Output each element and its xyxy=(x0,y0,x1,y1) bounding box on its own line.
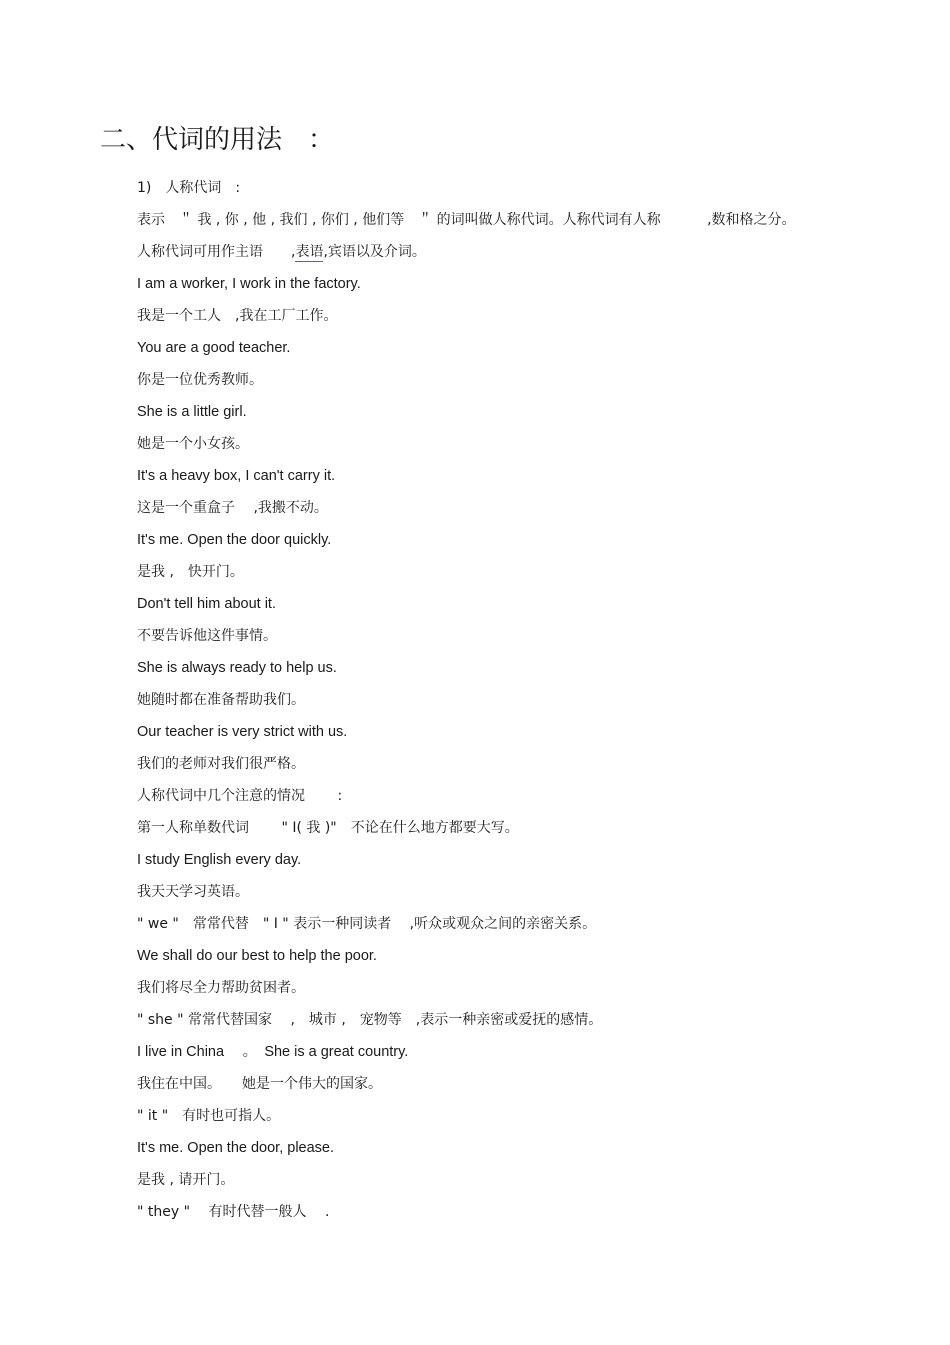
example-en: You are a good teacher. xyxy=(137,340,291,356)
note-example-zh: 我住在中国。 她是一个伟大的国家。 xyxy=(137,1076,382,1092)
note-example-en: It's me. Open the door, please. xyxy=(137,1140,335,1156)
example-en: She is always ready to help us. xyxy=(137,660,337,676)
note-rule: " they " 有时代替一般人 . xyxy=(137,1204,330,1220)
document-body xyxy=(137,172,927,1228)
example-zh: 我是一个工人 ,我在工厂工作。 xyxy=(137,308,338,324)
section-heading: 1) 人称代词 : xyxy=(137,180,241,196)
note-rule: 第一人称单数代词 " I( 我 )" 不论在什么地方都要大写。 xyxy=(137,820,519,836)
example-en: I am a worker, I work in the factory. xyxy=(137,276,361,292)
note-rule: " we " 常常代替 " I " 表示一种同读者 ,听众或观众之间的亲密关系。 xyxy=(137,916,597,932)
note-example-en: I study English every day. xyxy=(137,852,302,868)
note-example-zh: 我天天学习英语。 xyxy=(137,884,249,900)
example-en: It's me. Open the door quickly. xyxy=(137,532,332,548)
example-en: Our teacher is very strict with us. xyxy=(137,724,348,740)
note-example-zh: 我们将尽全力帮助贫困者。 xyxy=(137,980,305,996)
intro-line-2-end: ,宾语以及介词。 xyxy=(323,244,426,260)
intro-line-2 xyxy=(137,236,927,268)
underlined-term: 表语 xyxy=(295,244,324,260)
example-zh: 这是一个重盒子 ,我搬不动。 xyxy=(137,500,328,516)
notes-heading: 人称代词中几个注意的情况 : xyxy=(137,788,343,804)
intro-line-2-start: 人称代词可用作主语 , xyxy=(137,244,296,260)
page-title: 二、代词的用法 ： xyxy=(100,125,335,155)
example-zh: 不要告诉他这件事情。 xyxy=(137,628,277,644)
example-zh: 她是一个小女孩。 xyxy=(137,436,249,452)
note-example-zh: 是我 , 请开门。 xyxy=(137,1172,235,1188)
example-zh: 我们的老师对我们很严格。 xyxy=(137,756,305,772)
note-example-en: I live in China 。 She is a great country. xyxy=(137,1044,409,1060)
example-en: It's a heavy box, I can't carry it. xyxy=(137,468,336,484)
example-zh: 你是一位优秀教师。 xyxy=(137,372,263,388)
example-en: She is a little girl. xyxy=(137,404,247,420)
example-en: Don't tell him about it. xyxy=(137,596,276,612)
note-example-en: We shall do our best to help the poor. xyxy=(137,948,377,964)
note-rule: " it " 有时也可指人。 xyxy=(137,1108,281,1124)
example-zh: 是我 , 快开门。 xyxy=(137,564,244,580)
example-zh: 她随时都在准备帮助我们。 xyxy=(137,692,305,708)
note-rule: " she " 常常代替国家 , 城市 , 宠物等 ,表示一种亲密或爱抚的感情。 xyxy=(137,1012,603,1028)
intro-line-1: 表示 ＂ 我 , 你 , 他 , 我们 , 你们 , 他们等 ＂ 的词叫做人称代词。人称代词有人称 ,数和格之分。 xyxy=(137,212,796,228)
